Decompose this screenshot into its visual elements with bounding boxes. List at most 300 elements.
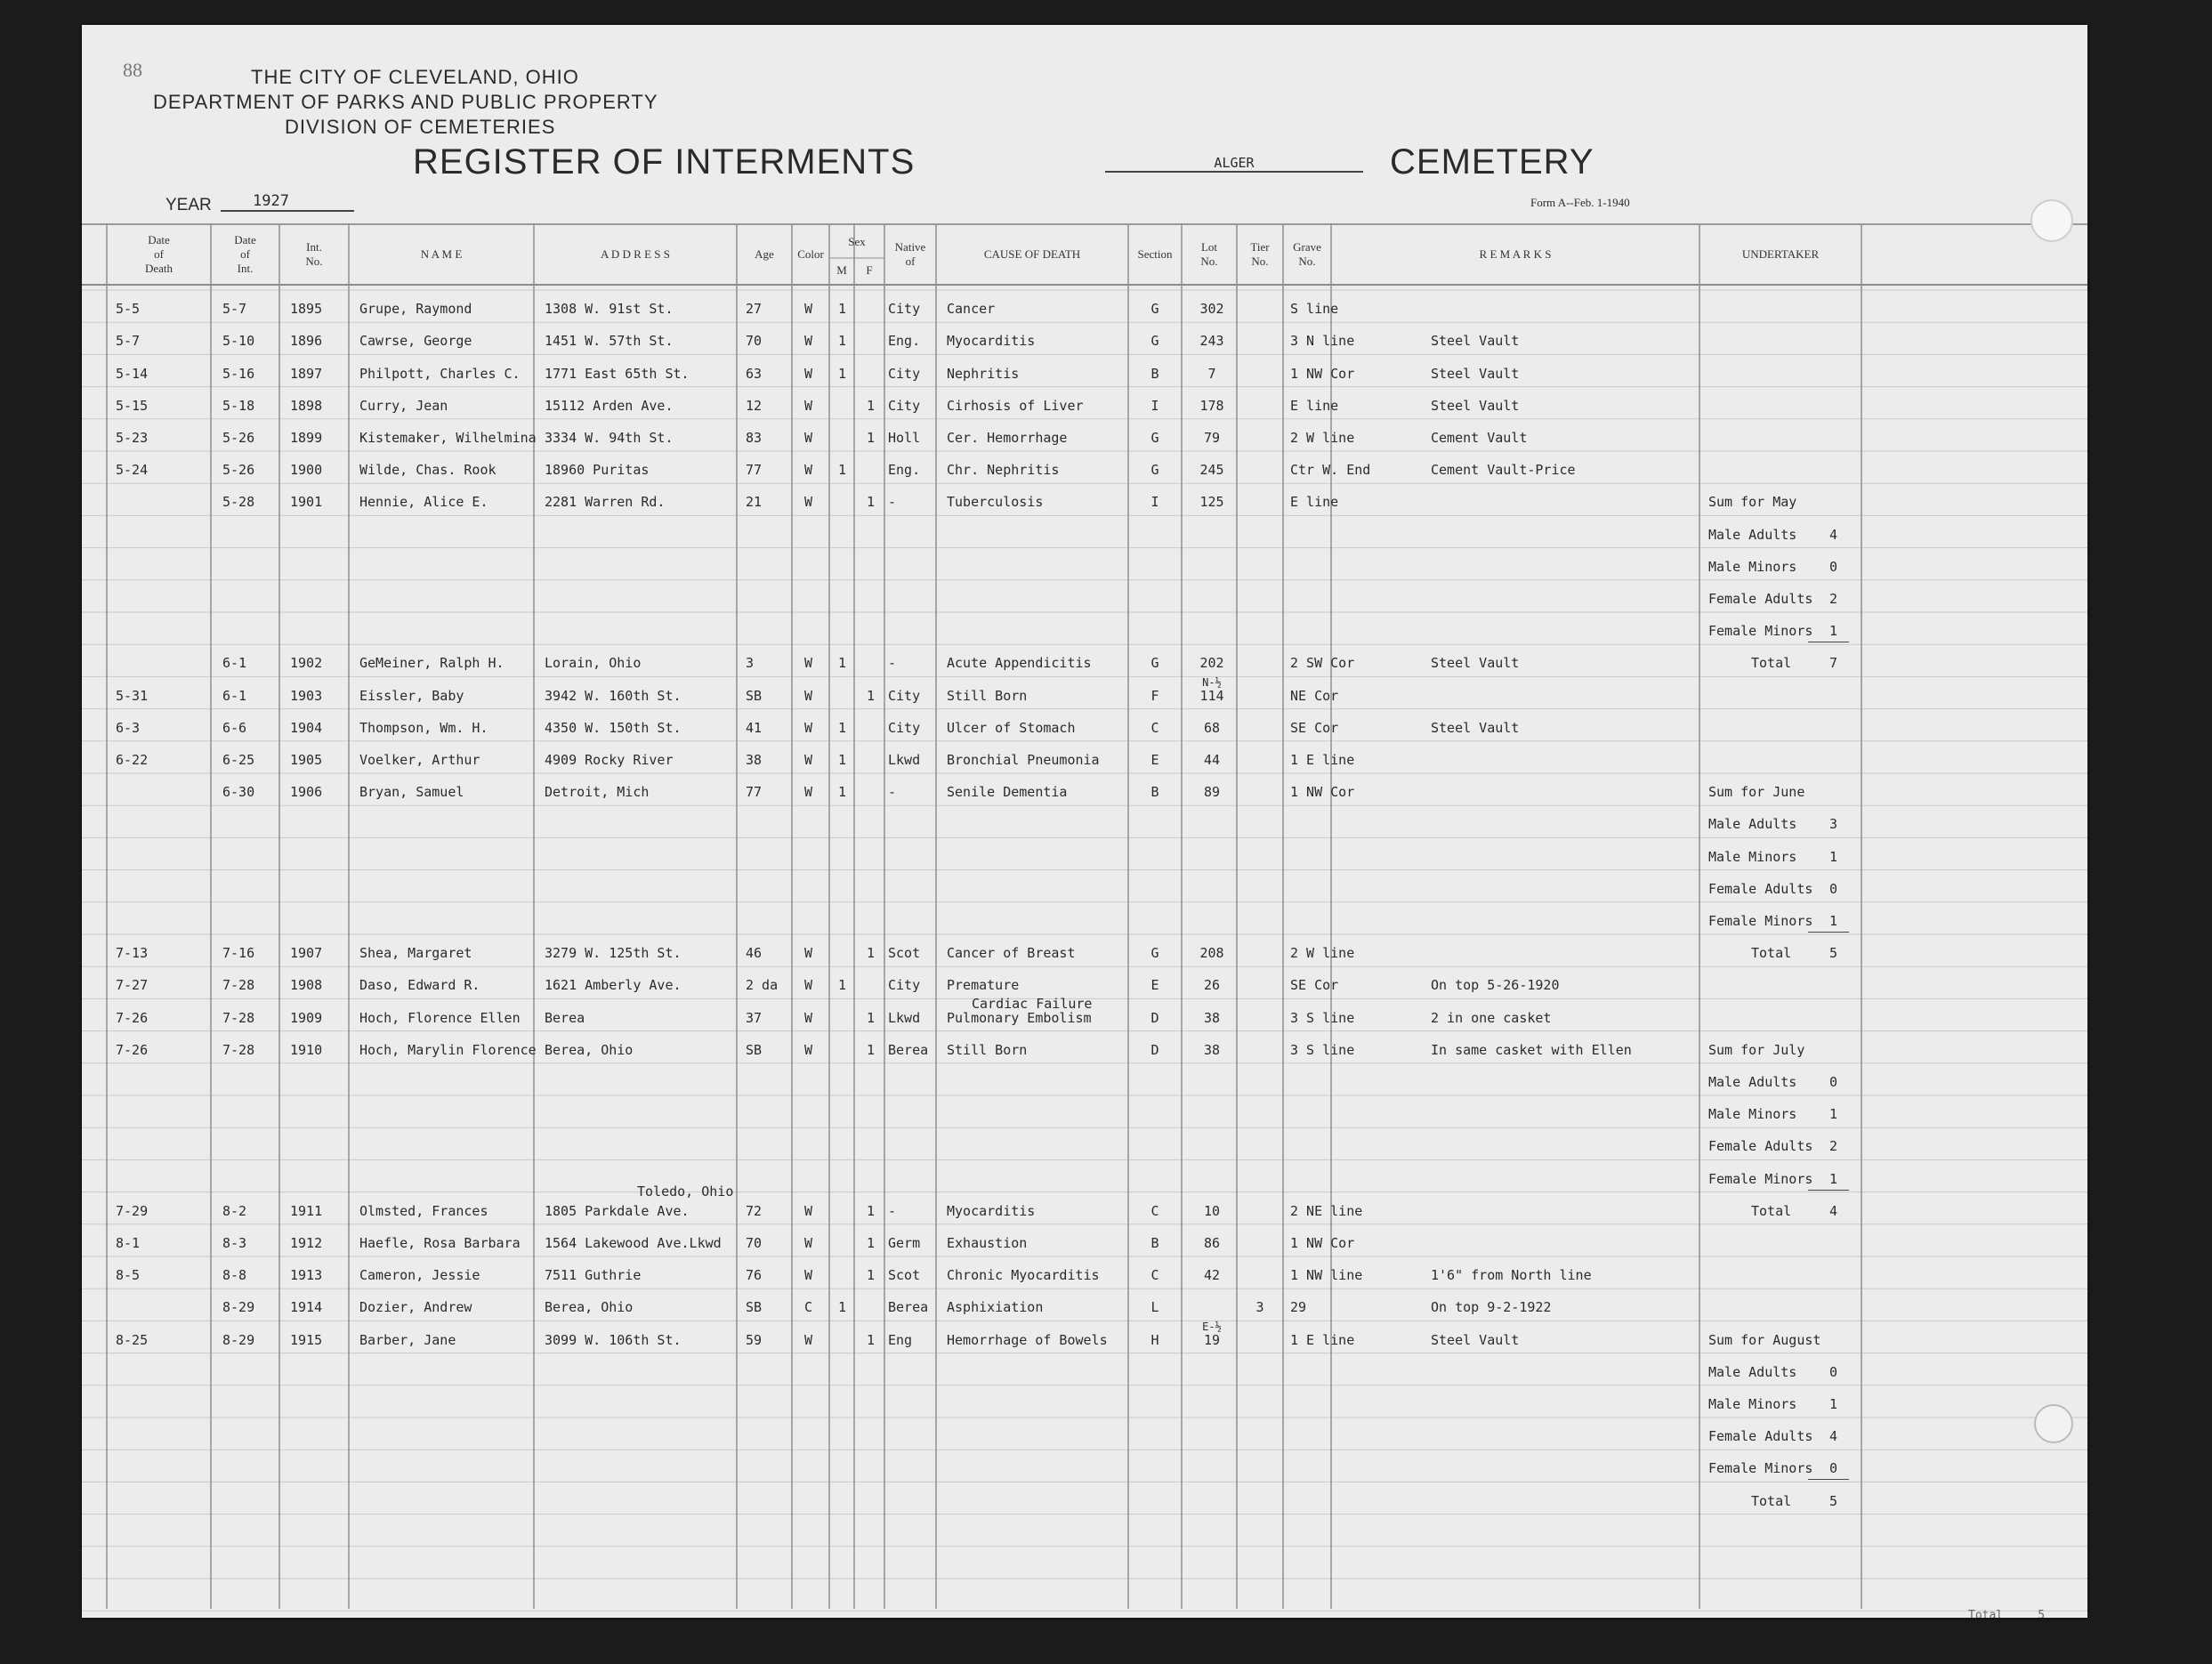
date-of-death: 5-7 [116, 333, 141, 350]
date-of-death: 7-27 [116, 977, 149, 994]
section: G [1150, 945, 1159, 962]
date-of-death: 5-24 [116, 462, 149, 479]
grave-number: 1 E line [1290, 1331, 1355, 1348]
decedent-name: Hennie, Alice E. [359, 494, 488, 511]
date-of-death: 8-1 [116, 1235, 141, 1251]
native-of: Berea [888, 1299, 929, 1316]
decedent-name: Philpott, Charles C. [359, 365, 521, 382]
native-of: - [888, 655, 897, 672]
lot-number: 79 [1203, 430, 1221, 446]
age: SB [746, 687, 763, 704]
grave-number: SE Cor [1290, 977, 1339, 994]
grave-number: 3 N line [1290, 333, 1355, 350]
grave-number: 2 W line [1290, 945, 1355, 962]
age: 46 [746, 945, 763, 962]
interment-number: 1906 [290, 784, 323, 801]
decedent-name: Hoch, Marylin Florence [359, 1041, 537, 1058]
date-of-interment: 6-6 [222, 719, 247, 736]
remarks: Cement Vault-Price [1431, 462, 1576, 479]
summary-female-minors-value: 1 [1829, 1170, 1838, 1187]
lot-number: 89 [1203, 784, 1221, 801]
cause-of-death: Chronic Myocarditis [947, 1267, 1100, 1284]
native-of: Lkwd [888, 1009, 921, 1026]
section: C [1150, 1202, 1159, 1219]
address: 1451 W. 57th St. [545, 333, 674, 350]
section: G [1150, 301, 1159, 318]
summary-total-label: Total [1751, 1492, 1792, 1509]
section: I [1150, 494, 1159, 511]
remarks: 2 in one casket [1431, 1009, 1552, 1026]
summary-female-minors-value: 1 [1829, 913, 1838, 929]
color: W [804, 1009, 813, 1026]
summary-female-adults-label: Female Adults [1708, 1428, 1813, 1445]
native-of: City [888, 301, 921, 318]
summary-heading: Sum for June [1708, 784, 1805, 801]
date-of-death: 5-23 [116, 430, 149, 446]
lot-number: 202 [1199, 655, 1224, 672]
sex-female: 1 [867, 1202, 876, 1219]
cause-of-death: Cirhosis of Liver [947, 397, 1084, 414]
native-of: Lkwd [888, 752, 921, 768]
summary-female-adults-value: 4 [1829, 1428, 1838, 1445]
color: W [804, 1041, 813, 1058]
lot-number: 38 [1203, 1009, 1221, 1026]
sex-male: 1 [838, 365, 847, 382]
date-of-death: 5-5 [116, 301, 141, 318]
interment-number: 1914 [290, 1299, 323, 1316]
address: 1308 W. 91st St. [545, 301, 674, 318]
decedent-name: Olmsted, Frances [359, 1202, 488, 1219]
sex-female: 1 [867, 494, 876, 511]
lot-number: 19 [1203, 1331, 1221, 1348]
cause-of-death: Pulmonary Embolism [947, 1009, 1092, 1026]
date-of-interment: 5-7 [222, 301, 247, 318]
color: W [804, 365, 813, 382]
remarks: In same casket with Ellen [1431, 1041, 1632, 1058]
date-of-interment: 7-28 [222, 977, 255, 994]
decedent-name: Kistemaker, Wilhelmina [359, 430, 537, 446]
cause-of-death: Nephritis [947, 365, 1020, 382]
cemetery-word: CEMETERY [1390, 142, 1594, 182]
address: 2281 Warren Rd. [545, 494, 666, 511]
address: 3942 W. 160th St. [545, 687, 682, 704]
summary-heading: Sum for August [1708, 1331, 1821, 1348]
summary-total-value: 5 [1829, 945, 1838, 962]
address-city-note: Toledo, Ohio [637, 1183, 734, 1200]
date-of-interment: 8-3 [222, 1235, 247, 1251]
address: 3099 W. 106th St. [545, 1331, 682, 1348]
date-of-interment: 5-26 [222, 462, 255, 479]
age: 21 [746, 494, 763, 511]
decedent-name: Haefle, Rosa Barbara [359, 1235, 521, 1251]
remarks: Steel Vault [1431, 333, 1520, 350]
grave-number: S line [1290, 301, 1339, 318]
date-of-death: 5-31 [116, 687, 149, 704]
section: D [1150, 1009, 1159, 1026]
summary-male-adults-label: Male Adults [1708, 1363, 1797, 1380]
lot-number: 302 [1199, 301, 1224, 318]
summary-male-minors-value: 1 [1829, 848, 1838, 865]
summary-male-adults-value: 4 [1829, 526, 1838, 543]
decedent-name: Hoch, Florence Ellen [359, 1009, 521, 1026]
section: C [1150, 719, 1159, 736]
column-header-cause: CAUSE OF DEATH [983, 247, 1081, 261]
color: W [804, 462, 813, 479]
decedent-name: Shea, Margaret [359, 945, 472, 962]
lot-number: 208 [1199, 945, 1224, 962]
section: E [1150, 977, 1159, 994]
sex-female: 1 [867, 1235, 876, 1251]
section: H [1150, 1331, 1159, 1348]
address: 3279 W. 125th St. [545, 945, 682, 962]
date-of-interment: 8-8 [222, 1267, 247, 1284]
lot-fraction: N-½ [1202, 675, 1222, 689]
native-of: Scot [888, 1267, 921, 1284]
cause-of-death: Acute Appendicitis [947, 655, 1092, 672]
binder-hole [2034, 1404, 2073, 1443]
cause-of-death: Cancer [947, 301, 996, 318]
register-page [82, 25, 2087, 1618]
color: W [804, 655, 813, 672]
summary-underline [1808, 932, 1849, 933]
interment-number: 1913 [290, 1267, 323, 1284]
cause-of-death-line: Cardiac Failure [972, 995, 1093, 1012]
address: 1564 Lakewood Ave.Lkwd [545, 1235, 722, 1251]
grave-number: 1 NW Cor [1290, 365, 1355, 382]
decedent-name: Bryan, Samuel [359, 784, 464, 801]
color: W [804, 752, 813, 768]
date-of-interment: 6-1 [222, 687, 247, 704]
native-of: - [888, 1202, 897, 1219]
summary-female-minors-value: 1 [1829, 623, 1838, 640]
age: 63 [746, 365, 763, 382]
remarks: Steel Vault [1431, 719, 1520, 736]
column-header-lot: Lot No. [1200, 240, 1218, 268]
decedent-name: Thompson, Wm. H. [359, 719, 488, 736]
lot-number: 245 [1199, 462, 1224, 479]
native-of: - [888, 494, 897, 511]
age: 38 [746, 752, 763, 768]
age: 70 [746, 333, 763, 350]
date-of-interment: 5-10 [222, 333, 255, 350]
native-of: Eng. [888, 333, 921, 350]
summary-underline [1808, 1190, 1849, 1191]
address: 1805 Parkdale Ave. [545, 1202, 690, 1219]
column-header-date-int: Date of Int. [234, 233, 256, 275]
summary-heading: Sum for July [1708, 1041, 1805, 1058]
division-heading: DIVISION OF CEMETERIES [285, 116, 556, 138]
sex-male: 1 [838, 752, 847, 768]
lot-number: 178 [1199, 397, 1224, 414]
age: 72 [746, 1202, 763, 1219]
grave-number: 2 SW Cor [1290, 655, 1355, 672]
section: G [1150, 462, 1159, 479]
interment-number: 1897 [290, 365, 323, 382]
footer-total-value: 5 [2038, 1609, 2046, 1618]
tier-number: 3 [1255, 1299, 1264, 1316]
address: 15112 Arden Ave. [545, 397, 674, 414]
section: D [1150, 1041, 1159, 1058]
age: SB [746, 1041, 763, 1058]
sex-female: 1 [867, 1041, 876, 1058]
summary-total-label: Total [1751, 655, 1792, 672]
decedent-name: GeMeiner, Ralph H. [359, 655, 505, 672]
sex-male: 1 [838, 462, 847, 479]
date-of-death: 7-26 [116, 1009, 149, 1026]
grave-number: 1 NW Cor [1290, 784, 1355, 801]
section: B [1150, 365, 1159, 382]
address: Berea [545, 1009, 585, 1026]
color: W [804, 1235, 813, 1251]
lot-number: 125 [1199, 494, 1224, 511]
summary-heading: Sum for May [1708, 494, 1797, 511]
year-label: YEAR [165, 196, 212, 214]
decedent-name: Daso, Edward R. [359, 977, 480, 994]
summary-male-minors-label: Male Minors [1708, 558, 1797, 575]
age: 12 [746, 397, 763, 414]
decedent-name: Cawrse, George [359, 333, 472, 350]
color: W [804, 1331, 813, 1348]
interment-number: 1899 [290, 430, 323, 446]
color: W [804, 1267, 813, 1284]
summary-total-label: Total [1751, 1202, 1792, 1219]
age: SB [746, 1299, 763, 1316]
summary-female-minors-value: 0 [1829, 1460, 1838, 1477]
interment-number: 1915 [290, 1331, 323, 1348]
age: 59 [746, 1331, 763, 1348]
column-header-name: N A M E [420, 247, 463, 261]
cause-of-death: Cancer of Breast [947, 945, 1076, 962]
native-of: Holl [888, 430, 921, 446]
date-of-interment: 5-28 [222, 494, 255, 511]
cause-of-death: Premature [947, 977, 1020, 994]
interment-number: 1901 [290, 494, 323, 511]
column-header-section: Section [1137, 247, 1173, 261]
grave-number: NE Cor [1290, 687, 1339, 704]
age: 70 [746, 1235, 763, 1251]
footer-total-label: Total [1968, 1609, 2004, 1618]
summary-female-adults-value: 2 [1829, 591, 1838, 607]
cause-of-death: Asphixiation [947, 1299, 1044, 1316]
native-of: Eng. [888, 462, 921, 479]
summary-male-adults-label: Male Adults [1708, 1074, 1797, 1090]
summary-male-adults-label: Male Adults [1708, 526, 1797, 543]
section: G [1150, 333, 1159, 350]
date-of-interment: 7-28 [222, 1041, 255, 1058]
summary-underline [1808, 1479, 1849, 1480]
grave-number: 2 W line [1290, 430, 1355, 446]
grave-number: SE Cor [1290, 719, 1339, 736]
cause-of-death: Chr. Nephritis [947, 462, 1060, 479]
decedent-name: Curry, Jean [359, 397, 448, 414]
cause-of-death: Ulcer of Stomach [947, 719, 1076, 736]
sex-male: 1 [838, 719, 847, 736]
grave-number: E line [1290, 397, 1339, 414]
native-of: Eng [888, 1331, 913, 1348]
age: 3 [746, 655, 755, 672]
section: I [1150, 397, 1159, 414]
lot-number: 68 [1203, 719, 1221, 736]
native-of: City [888, 719, 921, 736]
lot-fraction: E-½ [1202, 1320, 1222, 1333]
section: G [1150, 430, 1159, 446]
sex-female: 1 [867, 1331, 876, 1348]
decedent-name: Cameron, Jessie [359, 1267, 480, 1284]
grave-number: 1 NW Cor [1290, 1235, 1355, 1251]
decedent-name: Voelker, Arthur [359, 752, 480, 768]
lot-number: 38 [1203, 1041, 1221, 1058]
interment-number: 1908 [290, 977, 323, 994]
cause-of-death: Bronchial Pneumonia [947, 752, 1100, 768]
grave-number: 29 [1290, 1299, 1307, 1316]
date-of-interment: 6-1 [222, 655, 247, 672]
color: W [804, 494, 813, 511]
color: W [804, 1202, 813, 1219]
lot-number: 86 [1203, 1235, 1221, 1251]
interment-number: 1912 [290, 1235, 323, 1251]
remarks: Steel Vault [1431, 655, 1520, 672]
address: 1621 Amberly Ave. [545, 977, 682, 994]
color: W [804, 430, 813, 446]
summary-male-adults-value: 0 [1829, 1074, 1838, 1090]
cause-of-death: Exhaustion [947, 1235, 1028, 1251]
address: Berea, Ohio [545, 1041, 634, 1058]
remarks: Steel Vault [1431, 1331, 1520, 1348]
decedent-name: Dozier, Andrew [359, 1299, 472, 1316]
address: 4350 W. 150th St. [545, 719, 682, 736]
address: Berea, Ohio [545, 1299, 634, 1316]
date-of-interment: 6-25 [222, 752, 255, 768]
summary-female-adults-value: 2 [1829, 1138, 1838, 1155]
lot-number: 243 [1199, 333, 1224, 350]
column-header-undertaker: UNDERTAKER [1741, 247, 1820, 261]
summary-female-minors-label: Female Minors [1708, 623, 1813, 640]
section: L [1150, 1299, 1159, 1316]
address: 1771 East 65th St. [545, 365, 690, 382]
department-heading: DEPARTMENT OF PARKS AND PUBLIC PROPERTY [153, 91, 658, 113]
age: 77 [746, 784, 763, 801]
lot-number: 44 [1203, 752, 1221, 768]
section: E [1150, 752, 1159, 768]
cause-of-death: Cer. Hemorrhage [947, 430, 1068, 446]
color: W [804, 333, 813, 350]
summary-female-minors-label: Female Minors [1708, 913, 1813, 929]
grave-number: E line [1290, 494, 1339, 511]
interment-number: 1905 [290, 752, 323, 768]
color: W [804, 977, 813, 994]
summary-male-minors-value: 0 [1829, 558, 1838, 575]
date-of-interment: 8-29 [222, 1299, 255, 1316]
section: B [1150, 1235, 1159, 1251]
column-header-sex-m: M [836, 263, 847, 277]
age: 77 [746, 462, 763, 479]
column-header-native: Native of [894, 240, 926, 268]
summary-male-adults-label: Male Adults [1708, 816, 1797, 833]
cause-of-death: Still Born [947, 687, 1028, 704]
cause-of-death: Myocarditis [947, 333, 1036, 350]
summary-total-value: 5 [1829, 1492, 1838, 1509]
decedent-name: Eissler, Baby [359, 687, 464, 704]
column-header-remarks: R E M A R K S [1479, 247, 1552, 261]
summary-total-value: 7 [1829, 655, 1838, 672]
city-heading: THE CITY OF CLEVELAND, OHIO [251, 66, 579, 88]
color: W [804, 945, 813, 962]
summary-female-adults-label: Female Adults [1708, 1138, 1813, 1155]
date-of-death: 7-29 [116, 1202, 149, 1219]
date-of-interment: 6-30 [222, 784, 255, 801]
decedent-name: Grupe, Raymond [359, 301, 472, 318]
sex-male: 1 [838, 655, 847, 672]
cause-of-death: Still Born [947, 1041, 1028, 1058]
cause-of-death: Myocarditis [947, 1202, 1036, 1219]
color: W [804, 397, 813, 414]
address: 18960 Puritas [545, 462, 650, 479]
age: 83 [746, 430, 763, 446]
interment-number: 1898 [290, 397, 323, 414]
decedent-name: Wilde, Chas. Rook [359, 462, 496, 479]
sex-female: 1 [867, 397, 876, 414]
color: W [804, 301, 813, 318]
grave-number: 1 E line [1290, 752, 1355, 768]
native-of: Scot [888, 945, 921, 962]
date-of-interment: 8-29 [222, 1331, 255, 1348]
section: G [1150, 655, 1159, 672]
column-header-date-death: Date of Death [144, 233, 174, 275]
date-of-interment: 8-2 [222, 1202, 247, 1219]
address: Detroit, Mich [545, 784, 650, 801]
address: Lorain, Ohio [545, 655, 642, 672]
summary-female-minors-label: Female Minors [1708, 1170, 1813, 1187]
column-header-grave: Grave No. [1293, 240, 1321, 268]
cause-of-death: Tuberculosis [947, 494, 1044, 511]
column-header-sex-f: F [866, 263, 873, 277]
interment-number: 1895 [290, 301, 323, 318]
decedent-name: Barber, Jane [359, 1331, 456, 1348]
color: W [804, 719, 813, 736]
interment-number: 1907 [290, 945, 323, 962]
grave-number: 3 S line [1290, 1009, 1355, 1026]
page-number: 88 [123, 59, 142, 81]
column-header-color: Color [797, 247, 824, 261]
remarks: 1'6" from North line [1431, 1267, 1592, 1284]
summary-female-adults-label: Female Adults [1708, 591, 1813, 607]
native-of: City [888, 687, 921, 704]
interment-number: 1900 [290, 462, 323, 479]
binder-hole [2030, 199, 2073, 242]
sex-female: 1 [867, 430, 876, 446]
interment-number: 1911 [290, 1202, 323, 1219]
age: 37 [746, 1009, 763, 1026]
lot-number: 42 [1203, 1267, 1221, 1284]
cause-of-death: Senile Dementia [947, 784, 1068, 801]
footer-total [1968, 1609, 2045, 1618]
color: W [804, 784, 813, 801]
summary-male-adults-value: 0 [1829, 1363, 1838, 1380]
grave-number: Ctr W. End [1290, 462, 1371, 479]
register-title: REGISTER OF INTERMENTS [413, 142, 916, 182]
column-header-address: A D D R E S S [600, 247, 671, 261]
sex-male: 1 [838, 1299, 847, 1316]
grave-number: 1 NW line [1290, 1267, 1363, 1284]
sex-female: 1 [867, 687, 876, 704]
date-of-death: 6-3 [116, 719, 141, 736]
date-of-death: 7-13 [116, 945, 149, 962]
section: F [1150, 687, 1159, 704]
summary-total-label: Total [1751, 945, 1792, 962]
column-header-sex: Sex [848, 235, 866, 248]
address: 3334 W. 94th St. [545, 430, 674, 446]
summary-female-adults-value: 0 [1829, 880, 1838, 897]
